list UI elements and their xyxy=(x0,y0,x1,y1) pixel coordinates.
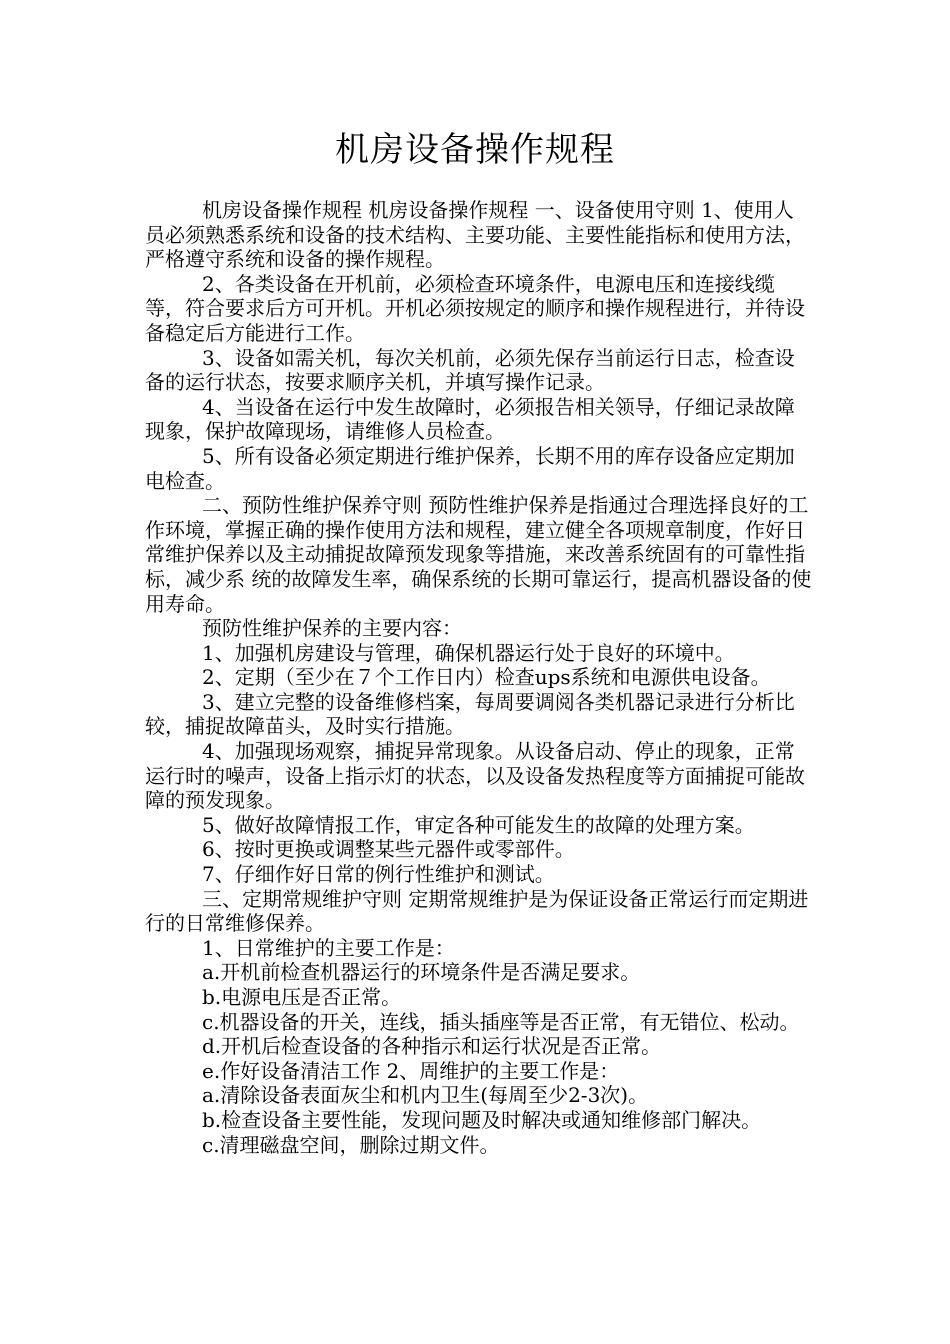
paragraph: 二、预防性维护保养守则 预防性维护保养是指通过合理选择良好的工作环境，掌握正确的操作使用方法和规程，建立健全各项规章制度，作好日常维护保养以及主动捕捉故障预发现象等措施，来改善系统固有的可靠性指标，减少系 统的故障发生率，确保系统的长期可靠运行，提高机器设备的使用寿命。 xyxy=(145,493,812,616)
paragraph: e.作好设备清洁工作 2、周维护的主要工作是： xyxy=(202,1058,620,1083)
paragraph: a.清除设备表面灰尘和机内卫生(每周至少2-3次)。 xyxy=(202,1083,649,1108)
paragraph: 5、做好故障情报工作，审定各种可能发生的故障的处理方案。 xyxy=(202,812,755,837)
paragraph: c.机器设备的开关，连线，插头插座等是否正常，有无错位、松动。 xyxy=(202,1009,800,1034)
paragraph: 三、定期常规维护守则 定期常规维护是为保证设备正常运行而定期进行的日常维修保养。 xyxy=(145,886,809,936)
paragraph: 7、仔细作好日常的例行性维护和测试。 xyxy=(202,862,555,887)
paragraph: b.电源电压是否正常。 xyxy=(202,985,402,1009)
paragraph: 6、按时更换或调整某些元器件或零部件。 xyxy=(202,837,575,862)
document-body xyxy=(145,198,813,1157)
paragraph: 1、日常维护的主要工作是： xyxy=(202,935,455,960)
paragraph: d.开机后检查设备的各种指示和运行状况是否正常。 xyxy=(202,1034,662,1059)
paragraph: 3、设备如需关机，每次关机前，必须先保存当前运行日志，检查设备的运行状态，按要求顺序关机，并填写操作记录。 xyxy=(145,345,795,395)
paragraph: 3、建立完整的设备维修档案，每周要调阅各类机器记录进行分析比较，捕捉故障苗头，及时实行措施。 xyxy=(145,689,795,739)
paragraph: 2、各类设备在开机前，必须检查环境条件，电源电压和连接线缆等，符合要求后方可开机。开机必须按规定的顺序和操作规程进行，并待设备稳定后方能进行工作。 xyxy=(145,271,805,345)
paragraph: 预防性维护保养的主要内容： xyxy=(202,616,462,641)
paragraph: 4、加强现场观察，捕捉异常现象。从设备启动、停止的现象，正常运行时的噪声，设备上指示灯的状态，以及设备发热程度等方面捕捉可能故障的预发现象。 xyxy=(145,739,805,813)
paragraph: 1、加强机房建设与管理，确保机器运行处于良好的环境中。 xyxy=(202,640,735,665)
paragraph: c.清理磁盘空间，删除过期文件。 xyxy=(202,1132,500,1157)
paragraph: b.检查设备主要性能，发现问题及时解决或通知维修部门解决。 xyxy=(202,1107,762,1132)
paragraph: a.开机前检查机器运行的环境条件是否满足要求。 xyxy=(202,960,641,985)
paragraph: 机房设备操作规程 机房设备操作规程 一、设备使用守则 1、使用人员必须熟悉系统和设备的技术结构、主要功能、主要性能指标和使用方法，严格遵守系统和设备的操作规程。 xyxy=(145,198,805,272)
document-title: 机房设备操作规程 xyxy=(335,130,615,170)
paragraph: 2、定期（至少在７个工作日内）检查ups系统和电源供电设备。 xyxy=(202,665,771,690)
paragraph: 5、所有设备必须定期进行维护保养，长期不用的库存设备应定期加电检查。 xyxy=(145,443,795,493)
paragraph: 4、当设备在运行中发生故障时，必须报告相关领导，仔细记录故障现象，保护故障现场，请维修人员检查。 xyxy=(145,394,795,444)
